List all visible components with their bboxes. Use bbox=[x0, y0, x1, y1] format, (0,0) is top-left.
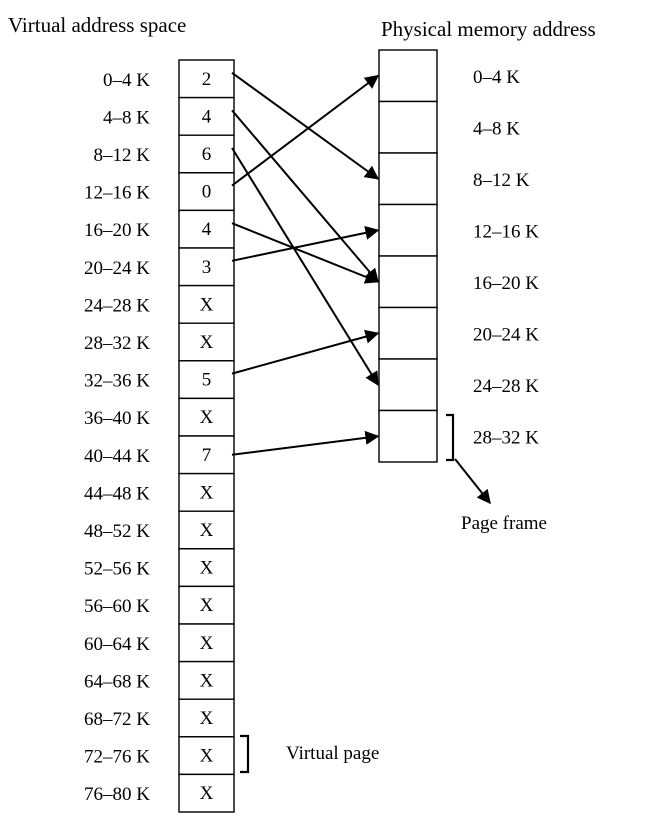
physical-address-range: 24–28 K bbox=[473, 375, 539, 397]
virtual-page-frame-number: X bbox=[199, 745, 214, 767]
virtual-address-range: 12–16 K bbox=[84, 182, 150, 204]
physical-address-range: 20–24 K bbox=[473, 324, 539, 346]
physical-frame-row bbox=[379, 102, 520, 154]
physical-address-range: 0–4 K bbox=[473, 66, 520, 88]
virtual-address-range: 52–56 K bbox=[84, 558, 150, 580]
virtual-page-row bbox=[84, 286, 234, 324]
virtual-page-frame-number: X bbox=[199, 708, 214, 729]
virtual-page-frame-number: 3 bbox=[201, 256, 212, 278]
page-mapping-arrow bbox=[232, 76, 378, 186]
virtual-page-frame-number: X bbox=[199, 407, 214, 429]
physical-frame-row bbox=[379, 50, 520, 102]
virtual-page-frame-number: 2 bbox=[201, 68, 212, 90]
physical-address-range: 16–20 K bbox=[473, 272, 539, 294]
physical-frame-cell bbox=[379, 308, 437, 360]
physical-address-range: 4–8 K bbox=[473, 118, 520, 140]
virtual-page-row bbox=[103, 60, 234, 98]
virtual-page-row bbox=[84, 474, 234, 512]
physical-address-range: 28–32 K bbox=[473, 427, 539, 449]
virtual-page-row bbox=[84, 436, 234, 474]
virtual-page-frame-number: 4 bbox=[201, 106, 212, 128]
physical-address-range: 12–16 K bbox=[473, 221, 539, 243]
virtual-page-row bbox=[84, 662, 234, 700]
virtual-address-range: 68–72 K bbox=[84, 709, 150, 730]
physical-frame-cell bbox=[379, 102, 437, 154]
physical-frame-row bbox=[379, 359, 539, 411]
page-mapping-arrow bbox=[232, 436, 378, 455]
physical-frame-row bbox=[379, 411, 539, 463]
virtual-page-row bbox=[84, 511, 234, 549]
physical-frame-row bbox=[379, 205, 539, 257]
virtual-page-row bbox=[84, 549, 234, 587]
page-mapping-arrow bbox=[232, 333, 378, 373]
virtual-page-row bbox=[84, 323, 234, 361]
virtual-page-row bbox=[84, 624, 234, 662]
virtual-address-range: 60–64 K bbox=[84, 633, 150, 655]
physical-frame-cell bbox=[379, 256, 437, 308]
virtual-address-range: 20–24 K bbox=[84, 257, 150, 279]
virtual-page-frame-number: 6 bbox=[201, 144, 212, 165]
physical-frame-row bbox=[379, 256, 539, 308]
physical-frame-cell bbox=[379, 50, 437, 102]
page-mapping-arrow bbox=[232, 223, 378, 282]
page-frame-pointer-arrow bbox=[455, 459, 490, 503]
virtual-page-row bbox=[84, 173, 234, 211]
virtual-address-range: 40–44 K bbox=[84, 445, 150, 467]
virtual-page-row bbox=[84, 361, 234, 399]
virtual-page-row bbox=[84, 699, 234, 737]
physical-frame-cell bbox=[379, 205, 437, 257]
virtual-address-range: 64–68 K bbox=[84, 671, 150, 693]
virtual-page-frame-number: X bbox=[199, 482, 214, 504]
virtual-address-range: 72–76 K bbox=[84, 746, 150, 768]
virtual-page-frame-number: X bbox=[199, 557, 214, 579]
physical-frame-column bbox=[379, 50, 539, 462]
physical-frame-row bbox=[379, 153, 530, 205]
page-frame-label: Page frame bbox=[461, 513, 547, 534]
virtual-address-range: 76–80 K bbox=[84, 784, 150, 806]
virtual-page-frame-number: X bbox=[199, 294, 214, 316]
virtual-page-row bbox=[84, 210, 234, 248]
page-mapping-arrow bbox=[232, 148, 378, 385]
virtual-page-column bbox=[84, 60, 234, 812]
virtual-page-frame-number: X bbox=[199, 670, 214, 692]
virtual-page-row bbox=[84, 398, 234, 436]
virtual-address-range: 32–36 K bbox=[84, 370, 150, 392]
virtual-page-frame-number: X bbox=[199, 783, 214, 805]
virtual-page-frame-number: X bbox=[199, 520, 214, 541]
virtual-address-range: 16–20 K bbox=[84, 220, 150, 242]
physical-frame-cell bbox=[379, 359, 437, 411]
virtual-page-row bbox=[94, 135, 234, 173]
virtual-address-range: 0–4 K bbox=[103, 69, 150, 91]
virtual-page-row bbox=[84, 586, 234, 624]
virtual-page-frame-number: X bbox=[199, 632, 214, 654]
virtual-page-row bbox=[84, 248, 234, 286]
page-mapping-arrow bbox=[232, 73, 378, 179]
virtual-address-range: 28–32 K bbox=[84, 333, 150, 354]
virtual-address-range: 24–28 K bbox=[84, 295, 150, 317]
virtual-page-bracket bbox=[240, 736, 248, 772]
physical-frame-cell bbox=[379, 411, 437, 463]
virtual-page-row bbox=[84, 737, 234, 775]
virtual-address-range: 48–52 K bbox=[84, 521, 150, 542]
physical-memory-address-title: Physical memory address bbox=[381, 17, 596, 41]
virtual-page-frame-number: 0 bbox=[201, 181, 212, 203]
virtual-address-space-title: Virtual address space bbox=[8, 13, 187, 37]
physical-frame-row bbox=[379, 308, 539, 360]
virtual-address-range: 4–8 K bbox=[103, 107, 150, 129]
page-frame-bracket bbox=[446, 415, 453, 460]
virtual-page-frame-number: X bbox=[199, 595, 214, 617]
virtual-page-frame-number: 4 bbox=[201, 219, 212, 241]
virtual-page-frame-number: X bbox=[199, 332, 214, 353]
virtual-page-label: Virtual page bbox=[286, 743, 380, 764]
virtual-page-frame-number: 5 bbox=[201, 369, 212, 391]
virtual-address-range: 44–48 K bbox=[84, 483, 150, 505]
virtual-address-range: 8–12 K bbox=[93, 145, 150, 166]
virtual-address-range: 56–60 K bbox=[84, 596, 150, 618]
physical-frame-cell bbox=[379, 153, 437, 205]
mapping-arrows bbox=[232, 73, 378, 455]
virtual-page-row bbox=[84, 774, 234, 812]
virtual-page-row bbox=[103, 98, 234, 136]
virtual-page-frame-number: 7 bbox=[201, 444, 212, 466]
physical-address-range: 8–12 K bbox=[473, 169, 530, 191]
virtual-address-range: 36–40 K bbox=[84, 408, 150, 430]
